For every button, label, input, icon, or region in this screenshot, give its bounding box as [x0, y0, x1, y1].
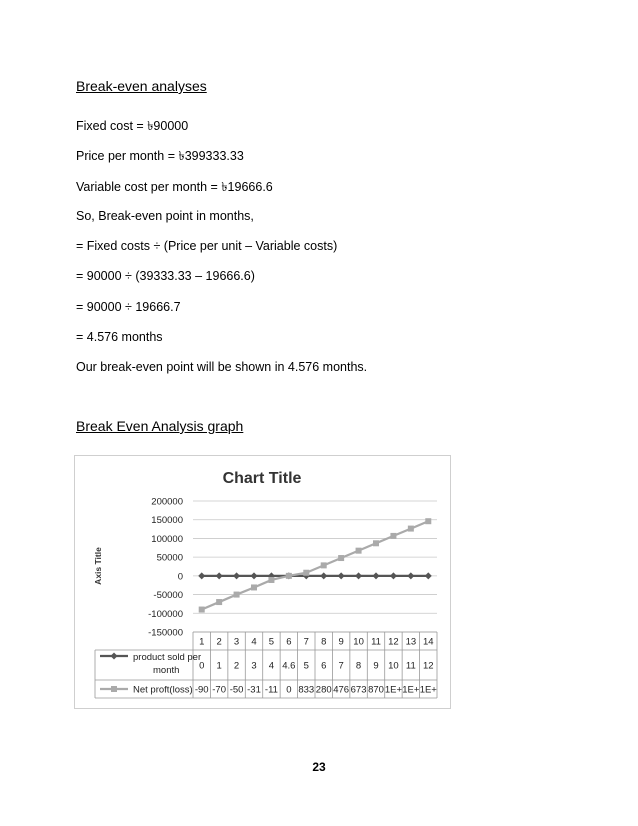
x-tick-label: 7	[303, 636, 309, 648]
text-variable-cost: Variable cost per month = ৳19666.6	[76, 180, 273, 194]
data-table-cell: -50	[229, 684, 244, 696]
x-tick-label: 2	[216, 636, 222, 648]
text-formula-values: = 90000 ÷ (39333.33 – 19666.6)	[76, 269, 255, 283]
data-table-cell: 3	[251, 660, 257, 672]
data-point	[390, 572, 397, 579]
data-table-cell: 833	[298, 684, 315, 696]
legend-key-marker	[111, 653, 118, 660]
data-point	[268, 577, 274, 583]
data-table-cell: 476	[333, 684, 350, 696]
x-tick-label: 9	[338, 636, 344, 648]
text-conclusion: Our break-even point will be shown in 4.576 months.	[76, 360, 368, 374]
data-table-cell: 5	[303, 660, 309, 672]
x-tick-label: 14	[422, 636, 434, 648]
heading-break-even-analyses: Break-even analyses	[76, 78, 207, 94]
data-table-cell: 10	[388, 660, 399, 672]
data-point	[338, 572, 345, 579]
y-tick-label: 50000	[156, 552, 183, 564]
data-point	[216, 599, 222, 605]
data-table-cell: 12	[422, 660, 434, 672]
data-table-cell: 1	[216, 660, 222, 672]
data-point	[390, 533, 396, 539]
y-tick-label: 100000	[151, 533, 183, 545]
data-point	[251, 584, 257, 590]
text-fixed-cost: Fixed cost = ৳90000	[76, 119, 189, 133]
x-tick-label: 13	[405, 636, 417, 648]
x-tick-label: 8	[321, 636, 327, 648]
x-tick-label: 6	[286, 636, 292, 648]
data-table-cell: -11	[264, 684, 278, 696]
data-point	[425, 518, 431, 524]
data-point	[407, 572, 414, 579]
data-point	[320, 572, 327, 579]
text-formula-division: = 90000 ÷ 19666.7	[76, 300, 181, 314]
data-point	[355, 572, 362, 579]
data-table-cell: 4	[268, 660, 275, 672]
legend-label: product sold per	[133, 652, 202, 663]
data-table-cell: -31	[247, 684, 261, 696]
data-point	[303, 570, 309, 576]
y-tick-label: -150000	[148, 627, 183, 639]
data-table-cell: 870	[368, 684, 384, 696]
data-table-cell: -90	[194, 684, 209, 696]
legend-label: month	[153, 665, 180, 676]
data-point	[233, 572, 240, 579]
data-point	[286, 573, 292, 579]
x-tick-label: 5	[268, 636, 275, 648]
data-table-cell: 9	[373, 660, 379, 672]
chart-title: Chart Title	[222, 470, 302, 487]
data-table-cell: 7	[338, 660, 344, 672]
data-point	[408, 526, 414, 532]
y-tick-label: -100000	[148, 608, 183, 620]
heading-break-even-graph: Break Even Analysis graph	[76, 418, 244, 434]
text-price-per-month: Price per month = ৳399333.33	[76, 149, 244, 163]
text-result: = 4.576 months	[76, 330, 163, 344]
data-table-cell: 2	[233, 660, 240, 672]
legend-label: Net proft(loss)	[133, 684, 193, 696]
data-table-cell: 0	[286, 684, 292, 696]
data-point	[356, 548, 362, 554]
data-point	[373, 572, 380, 579]
y-tick-label: -50000	[153, 590, 183, 602]
x-tick-label: 3	[233, 636, 240, 648]
data-table-cell: -70	[212, 684, 227, 696]
data-table-cell: 6	[321, 660, 327, 672]
y-axis-title: Axis Title	[93, 547, 103, 585]
data-point	[373, 540, 379, 546]
text-break-even-intro: So, Break-even point in months,	[76, 209, 254, 223]
data-point	[338, 555, 344, 561]
data-point	[234, 592, 240, 598]
x-tick-label: 12	[388, 636, 399, 648]
text-formula: = Fixed costs ÷ (Price per unit – Variable costs)	[76, 239, 338, 253]
data-point	[425, 572, 432, 579]
x-tick-label: 1	[199, 636, 205, 648]
x-tick-label: 10	[353, 636, 364, 648]
data-table-cell: 0	[199, 660, 205, 672]
data-table-cell: 8	[355, 660, 362, 672]
data-point	[216, 572, 223, 579]
data-point	[198, 572, 205, 579]
data-table-cell: 1E+	[419, 684, 437, 696]
data-table-cell: 673	[350, 684, 367, 696]
data-table-cell: 280	[315, 684, 332, 696]
y-tick-label: 150000	[151, 515, 183, 527]
data-point	[321, 562, 327, 568]
data-point	[251, 572, 258, 579]
x-tick-label: 11	[371, 636, 381, 648]
page-number: 23	[312, 760, 326, 774]
data-table-cell: 11	[405, 660, 416, 672]
data-table-cell: 1E+	[384, 684, 403, 696]
x-tick-label: 4	[251, 636, 257, 648]
y-tick-label: 0	[177, 571, 183, 583]
data-table-cell: 1E+	[402, 684, 420, 696]
break-even-chart	[74, 455, 451, 709]
data-point	[199, 607, 205, 613]
data-table-cell: 4.6	[282, 660, 296, 672]
legend-key-marker	[111, 686, 117, 692]
chart-svg	[75, 456, 450, 708]
y-tick-label: 200000	[151, 496, 183, 508]
